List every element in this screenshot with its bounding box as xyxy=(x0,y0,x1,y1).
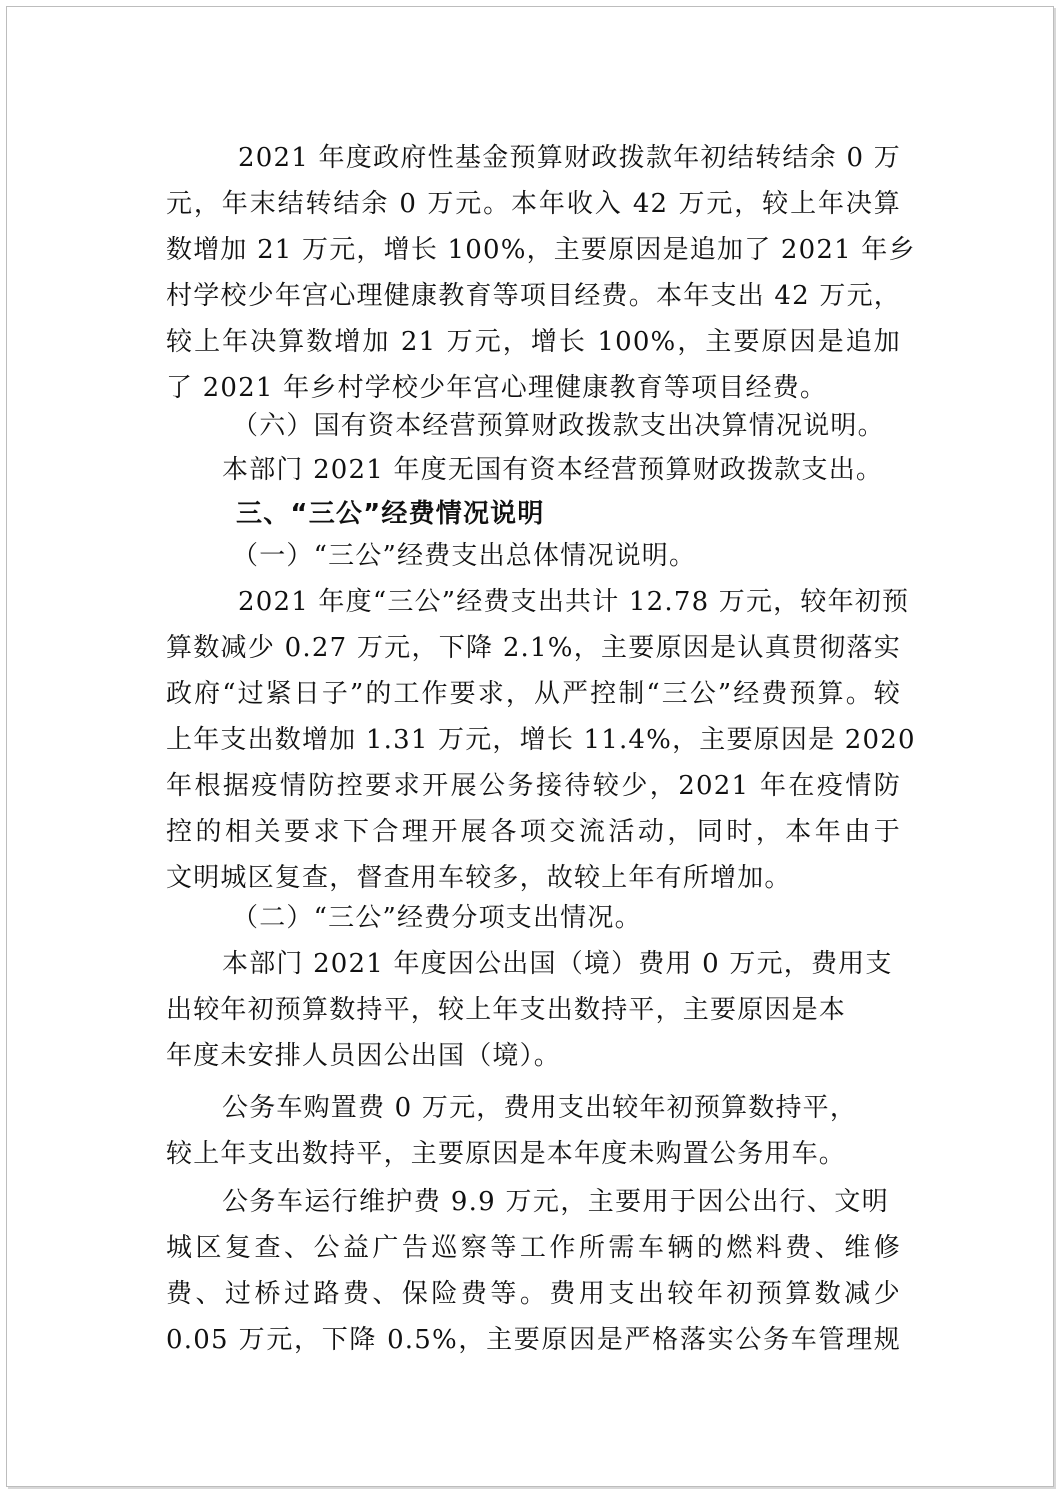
text-line: 出较年初预算数持平，较上年支出数持平，主要原因是本 xyxy=(166,995,847,1025)
text-line: 控的相关要求下合理开展各项交流活动，同时，本年由于 xyxy=(166,817,901,847)
text-line: 较上年决算数增加 21 万元，增长 100%，主要原因是追加 xyxy=(166,327,901,357)
text-line: （六）国有资本经营预算财政拨款支出决算情况说明。 xyxy=(232,411,885,441)
text-line: 文明城区复查，督查用车较多，故较上年有所增加。 xyxy=(166,863,792,893)
text-line: （二）“三公”经费分项支出情况。 xyxy=(232,903,642,933)
text-line: 上年支出数增加 1.31 万元，增长 11.4%，主要原因是 2020 xyxy=(166,725,916,755)
text-line: 费、过桥过路费、保险费等。费用支出较年初预算数减少 xyxy=(166,1279,901,1309)
text-line: 本部门 2021 年度无国有资本经营预算财政拨款支出。 xyxy=(222,455,884,485)
text-line: 了 2021 年乡村学校少年宫心理健康教育等项目经费。 xyxy=(166,373,828,403)
text-line: 元，年末结转结余 0 万元。本年收入 42 万元，较上年决算 xyxy=(166,189,901,219)
text-line: 年根据疫情防控要求开展公务接待较少，2021 年在疫情防 xyxy=(166,771,901,801)
text-line: 公务车购置费 0 万元，费用支出较年初预算数持平， xyxy=(222,1093,858,1123)
text-line: 政府“过紧日子”的工作要求，从严控制“三公”经费预算。较 xyxy=(166,679,901,709)
text-line: 0.05 万元，下降 0.5%，主要原因是严格落实公务车管理规 xyxy=(166,1325,901,1355)
text-line: 较上年支出数持平，主要原因是本年度未购置公务用车。 xyxy=(166,1139,847,1169)
text-line: 年度未安排人员因公出国（境）。 xyxy=(166,1041,562,1071)
text-line: 城区复查、公益广告巡察等工作所需车辆的燃料费、维修 xyxy=(166,1233,901,1263)
section-heading: 三、“三公”经费情况说明 xyxy=(236,499,545,529)
text-line: 村学校少年宫心理健康教育等项目经费。本年支出 42 万元， xyxy=(166,281,901,311)
text-line: 公务车运行维护费 9.9 万元，主要用于因公出行、文明 xyxy=(222,1187,889,1217)
text-line: 本部门 2021 年度因公出国（境）费用 0 万元，费用支 xyxy=(222,949,893,979)
text-line: 2021 年度“三公”经费支出共计 12.78 万元，较年初预 xyxy=(238,587,910,617)
text-line: 数增加 21 万元，增长 100%，主要原因是追加了 2021 年乡 xyxy=(166,235,916,265)
text-line: （一）“三公”经费支出总体情况说明。 xyxy=(232,541,697,571)
text-line: 算数减少 0.27 万元，下降 2.1%，主要原因是认真贯彻落实 xyxy=(166,633,901,663)
text-line: 2021 年度政府性基金预算财政拨款年初结转结余 0 万 xyxy=(238,143,901,173)
